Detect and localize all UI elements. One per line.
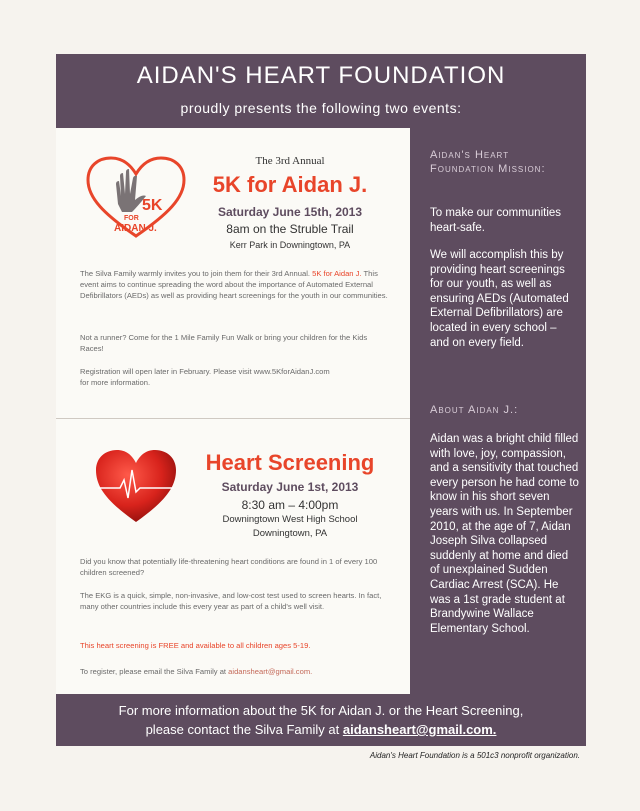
about-heading: About Aidan J.: [430, 404, 519, 416]
event2-venue: Downingtown West High School [222, 514, 358, 525]
svg-text:5K: 5K [142, 197, 163, 214]
event1-para2: Not a runner? Come for the 1 Mile Family Fun Walk or bring your children for the Kids Races! [80, 333, 368, 353]
event2-title: Heart Screening [205, 450, 375, 475]
event1-location: Kerr Park in Downingtown, PA [229, 240, 351, 250]
event2-para2: The EKG is a quick, simple, non-invasive, and low-cost test used to screen hearts. In fact, many other countries include this every year as part of a child's well visit. [80, 591, 382, 611]
mission-heading: Aidan's Heart Foundation Mission: [430, 149, 546, 175]
header-subtitle: proudly presents the following two events: [180, 100, 462, 116]
event1-para3: Registration will open later in February. Please visit www.5KforAidanJ.com for more information. [80, 367, 330, 387]
event1-title: 5K for Aidan J. [212, 172, 368, 197]
svg-text:FOR: FOR [124, 215, 139, 222]
events-divider [56, 418, 410, 419]
svg-text:AIDAN J.: AIDAN J. [114, 223, 157, 234]
event1-time-place: 8am on the Struble Trail [226, 222, 354, 236]
header-title: AIDAN'S HEART FOUNDATION [136, 62, 506, 89]
mission-p1: To make our communities heart-safe. [430, 207, 562, 234]
header-banner [56, 54, 586, 128]
nonprofit-note: Aidan's Heart Foundation is a 501c3 nonprofit organization. [369, 751, 580, 760]
event1-date: Saturday June 15th, 2013 [217, 205, 363, 219]
event1-para1: The Silva Family warmly invites you to join them for their 3rd Annual. 5K for Aidan J. This event aims to continue spreading the word about the importance of Automated External Defibrillators (AEDs) as well as providing heart screenings for the youth in our communities. [80, 269, 388, 300]
footer-line1: For more information about the 5K for Aidan J. or the Heart Screening, [118, 703, 524, 718]
event1-annual: The 3rd Annual [255, 155, 325, 167]
sidebar [410, 128, 586, 694]
about-p: Aidan was a bright child filled with love, joy, compassion, and a sensitivity that touched every person he had come to know in his short seven years with us. In September 2010, at the age of 7, Aidan Joseph Silva collapsed suddenly at home and died of unexplained Sudden Cardiac Arrest (SCA). He was a 1st grade student at Brandywine Wallace Elementary School. [430, 433, 579, 635]
event2-time: 8:30 am – 4:00pm [241, 498, 339, 512]
footer-email-link[interactable]: aidansheart@gmail.com. [342, 722, 497, 737]
event2-para3: This heart screening is FREE and available to all children ages 5-19. [80, 641, 311, 650]
event2-para1: Did you know that potentially life-threatening heart conditions are found in 1 of every 100 children screened? [80, 557, 378, 577]
mission-p2: We will accomplish this by providing heart screenings for our youth, as well as ensuring AEDs (Automated External Defibrillators) are located in every school – and on every field. [430, 249, 569, 349]
event2-para4: To register, please email the Silva Family at aidansheart@gmail.com. [80, 667, 313, 676]
event2-city: Downingtown, PA [252, 528, 328, 539]
footer-line2: please contact the Silva Family at aidansheart@gmail.com. [145, 722, 497, 737]
heart-ekg-icon [94, 448, 178, 524]
event2-date: Saturday June 1st, 2013 [221, 480, 359, 494]
footer-banner [56, 694, 586, 746]
hand-heart-logo-icon [84, 156, 188, 240]
event2-email-link[interactable]: aidansheart@gmail.com. [228, 667, 313, 676]
